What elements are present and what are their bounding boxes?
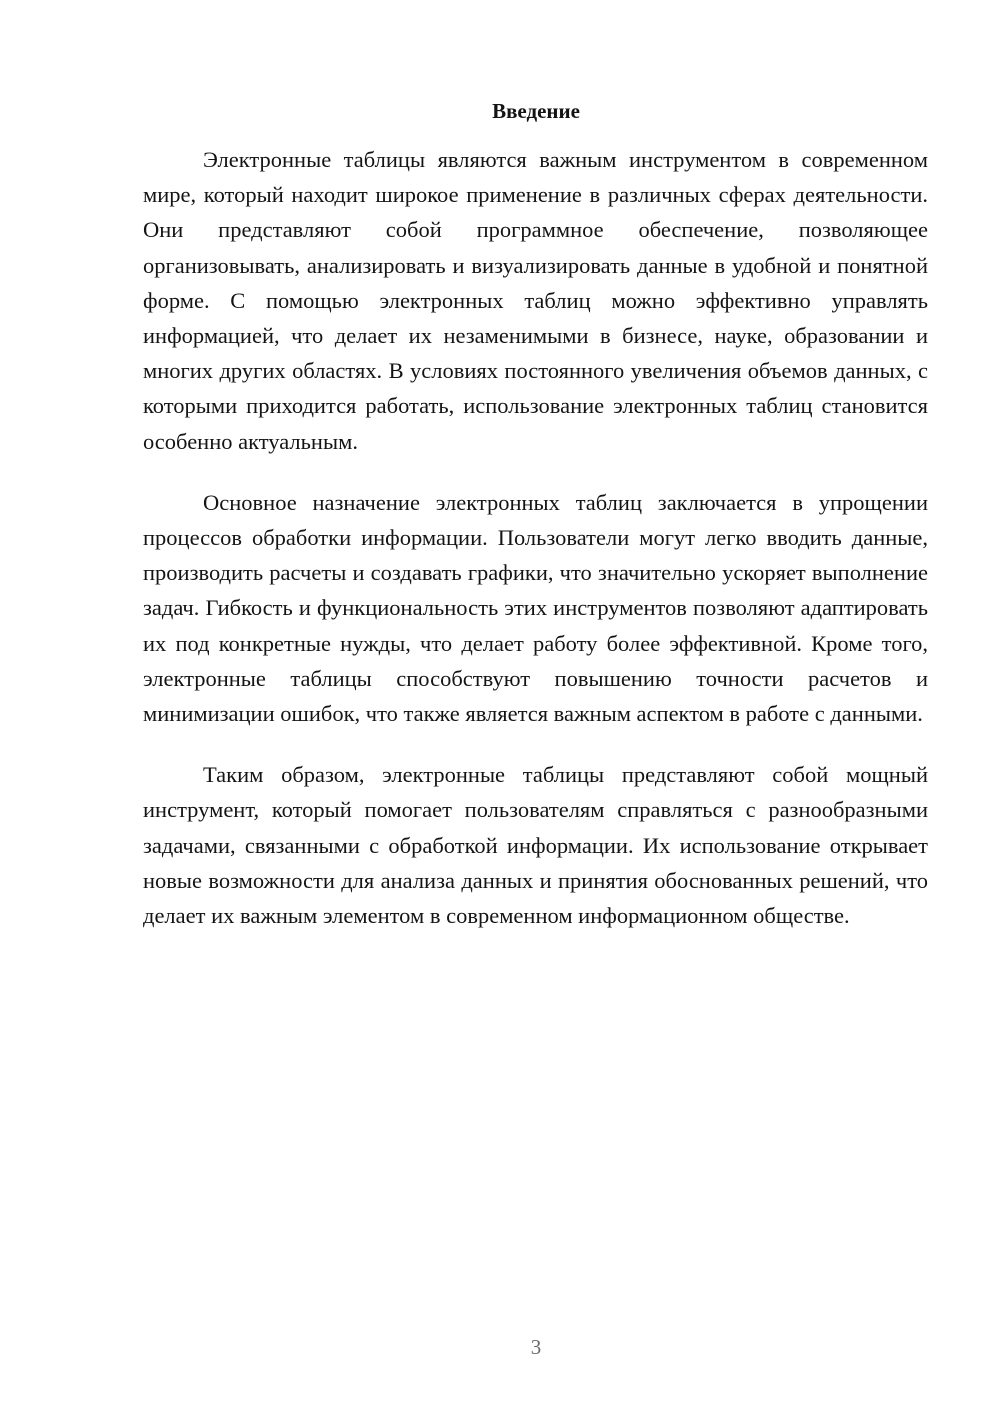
paragraph-conclusion: Таким образом, электронные таблицы представляют собой мощный инструмент, который помогает пользователям справляться с разнообразными задачами, связанными с обработкой информации. Их использование открывает новые возможности для анализа данных и принятия обоснованных решений, что делает их важным элементом в современном информационном обществе. xyxy=(143,762,928,929)
paragraph-purpose: Основное назначение электронных таблиц заключается в упрощении процессов обработки информации. Пользователи могут легко вводить данные, производить расчеты и создавать графики, что значительно ускоряет выполнение задач. Гибкость и функциональность этих инструментов позволяют адаптировать их под конкретные нужды, что делает работу более эффективной. Кроме того, электронные таблицы способствуют повышению точности расчетов и минимизации ошибок, что также является важным аспектом в работе с данными. xyxy=(143,489,928,727)
body-text xyxy=(143,142,928,959)
page-number: 3 xyxy=(530,1335,542,1359)
paragraph-intro: Электронные таблицы являются важным инструментом в современном мире, который находит широкое применение в различных сферах деятельности. Они представляют собой программное обеспечение, позволяющее организовывать, анализировать и визуализировать данные в удобной и понятной форме. С помощью электронных таблиц можно эффективно управлять информацией, что делает их незаменимыми в бизнесе, науке, образовании и многих других областях. В условиях постоянного увеличения объемов данных, с которыми приходится работать, использование электронных таблиц становится особенно актуальным. xyxy=(143,147,928,454)
section-heading: Введение xyxy=(492,99,580,123)
